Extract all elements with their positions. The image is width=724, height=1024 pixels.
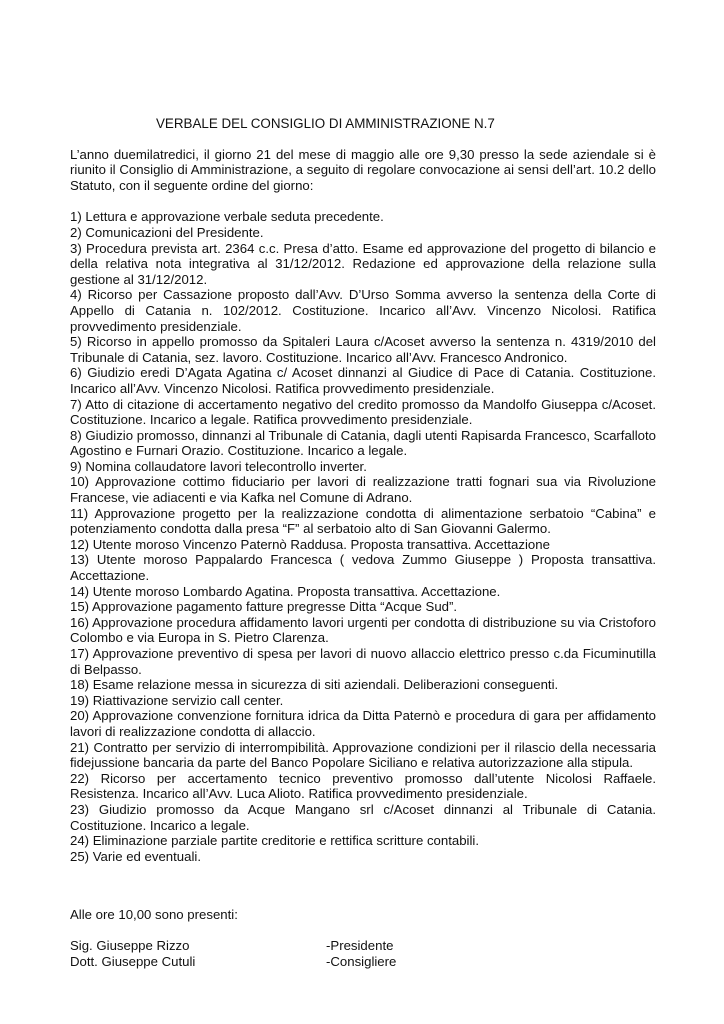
document-title: VERBALE DEL CONSIGLIO DI AMMINISTRAZIONE N.7 xyxy=(156,116,495,131)
attendee-row xyxy=(70,938,656,954)
agenda-item: 10) Approvazione cottimo fiduciario per lavori di realizzazione tratti fognari sua via Rivoluzione Francese, vie adiacenti e via Kafka nel Comune di Adrano. xyxy=(70,474,656,506)
agenda-list xyxy=(70,209,656,864)
agenda-item: 17) Approvazione preventivo di spesa per lavori di nuovo allaccio elettrico presso c.da Ficuminutilla di Belpasso. xyxy=(70,646,656,677)
attendee-name: Dott. Giuseppe Cutuli xyxy=(70,953,196,969)
agenda-item: 14) Utente moroso Lombardo Agatina. Proposta transattiva. Accettazione. xyxy=(70,583,501,599)
agenda-item: 20) Approvazione convenzione fornitura idrica da Ditta Paternò e procedura di gara per affidamento lavori di realizzazione condotta di allaccio. xyxy=(70,708,656,739)
attendee-role: -Presidente xyxy=(326,937,394,953)
agenda-item: 21) Contratto per servizio di interrompibilità. Approvazione condizioni per il rilascio della necessaria fidejussione bancaria da parte del Banco Popolare Siciliano e relativa autorizzazione alla stipula. xyxy=(70,739,656,771)
agenda-item: 8) Giudizio promosso, dinnanzi al Tribunale di Catania, dagli utenti Rapisarda Francesco, Scarfalloto Agostino e Furnari Orazio. Costituzione. Incarico a legale. xyxy=(70,427,656,459)
agenda-item: 7) Atto di citazione di accertamento negativo del credito promosso da Mandolfo Giuseppa c/Acoset. Costituzione. Incarico a legale. Ratifica provvedimento presidenziale. xyxy=(70,396,656,428)
attendees-list xyxy=(70,938,656,969)
intro-paragraph: L’anno duemilatredici, il giorno 21 del mese di maggio alle ore 9,30 presso la sede aziendale si è riunito il Consiglio di Amministrazione, a seguito di regolare convocazione ai sensi dell’art. 10.2 dello Statuto, con il seguente ordine del giorno: xyxy=(70,146,656,193)
agenda-item: 23) Giudizio promosso da Acque Mangano srl c/Acoset dinnanzi al Tribunale di Catania. Costituzione. Incarico a legale. xyxy=(70,801,656,833)
agenda-item: 24) Eliminazione parziale partite creditorie e rettifica scritture contabili. xyxy=(70,833,479,849)
attendee-row xyxy=(70,954,656,970)
attendee-name: Sig. Giuseppe Rizzo xyxy=(70,937,190,953)
agenda-item: 15) Approvazione pagamento fatture pregresse Ditta “Acque Sud”. xyxy=(70,599,458,615)
agenda-item: 4) Ricorso per Cassazione proposto dall’Avv. D’Urso Somma avverso la sentenza della Corte di Appello di Catania n. 102/2012. Costituzione. Incarico all’Avv. Vincenzo Nicolosi. Ratifica provvedimento presidenziale. xyxy=(70,287,656,334)
attendee-role: -Consigliere xyxy=(326,953,397,969)
agenda-item: 6) Giudizio eredi D’Agata Agatina c/ Acoset dinnanzi al Giudice di Pace di Catania. Costituzione. Incarico all’Avv. Vincenzo Nicolosi. Ratifica provvedimento presidenziale. xyxy=(70,365,656,396)
agenda-item: 5) Ricorso in appello promosso da Spitaleri Laura c/Acoset avverso la sentenza n. 4319/2010 del Tribunale di Catania, sez. lavoro. Costituzione. Incarico all’Avv. Francesco Andronico. xyxy=(70,334,656,365)
agenda-item: 1) Lettura e approvazione verbale seduta precedente. xyxy=(70,209,384,225)
agenda-item: 9) Nomina collaudatore lavori telecontrollo inverter. xyxy=(70,458,367,474)
agenda-item: 13) Utente moroso Pappalardo Francesca ( vedova Zummo Giuseppe ) Proposta transattiva. Accettazione. xyxy=(70,552,656,584)
agenda-item: 25) Varie ed eventuali. xyxy=(70,848,201,864)
document-page xyxy=(70,116,656,969)
agenda-item: 18) Esame relazione messa in sicurezza di siti aziendali. Deliberazioni conseguenti. xyxy=(70,677,559,693)
agenda-item: 16) Approvazione procedura affidamento lavori urgenti per condotta di distribuzione su via Cristoforo Colombo e via Europa in S. Pietro Clarenza. xyxy=(70,614,656,646)
agenda-item: 22) Ricorso per accertamento tecnico preventivo promosso dall’utente Nicolosi Raffaele. Resistenza. Incarico all’Avv. Luca Alioto. Ratifica provvedimento presidenziale. xyxy=(70,770,656,802)
agenda-item: 2) Comunicazioni del Presidente. xyxy=(70,224,264,240)
agenda-item: 3) Procedura prevista art. 2364 c.c. Presa d’atto. Esame ed approvazione del progetto di bilancio e della relativa nota integrativa al 31/12/2012. Redazione ed approvazione della relazione sulla gestione al 31/12/2012. xyxy=(70,240,656,287)
agenda-item: 11) Approvazione progetto per la realizzazione condotta di alimentazione serbatoio “Cabina” e potenziamento condotta dalla presa “F” al serbatoio alto di San Giovanni Galermo. xyxy=(70,505,656,537)
agenda-item: 19) Riattivazione servizio call center. xyxy=(70,692,284,708)
presence-line: Alle ore 10,00 sono presenti: xyxy=(70,907,238,923)
agenda-item: 12) Utente moroso Vincenzo Paternò Raddusa. Proposta transattiva. Accettazione xyxy=(70,536,550,552)
